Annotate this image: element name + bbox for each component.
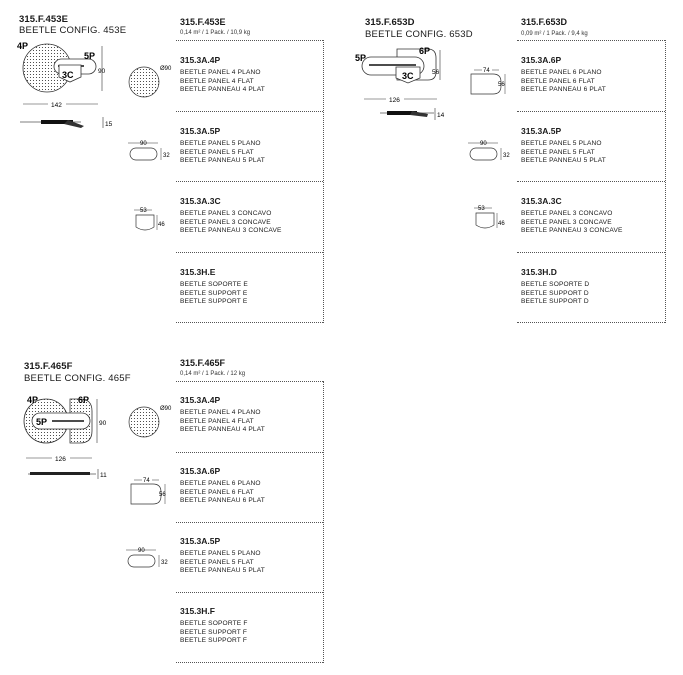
width-dim: 126 [55,456,66,463]
dim-label: 90 [138,548,145,554]
dim-label: 32 [163,153,170,159]
panel-4p-icon [124,402,178,442]
dim-label: 74 [483,68,490,74]
item-desc: BEETLE PANEL 5 PLANO BEETLE PANEL 5 FLAT BEETLE PANNEAU 5 PLAT [180,140,265,165]
divider [517,252,665,253]
divider [517,181,665,182]
item-desc: BEETLE PANEL 5 PLANO BEETLE PANEL 5 FLAT BEETLE PANNEAU 5 PLAT [521,140,606,165]
item-code: 315.3A.5P [180,126,221,136]
panel-5p-icon [464,137,518,169]
dim-label: 46 [158,222,165,228]
item-code: 315.3A.4P [180,55,221,65]
config-name: BEETLE CONFIG. 453E [19,25,127,36]
divider [176,40,323,41]
item-code: 315.3A.4P [180,395,221,405]
width-dim: 142 [51,102,62,109]
config-name: BEETLE CONFIG. 653D [365,29,473,40]
dim-label: 46 [498,221,505,227]
height-dim: 56 [432,69,440,76]
divider [176,252,323,253]
item-desc: BEETLE PANEL 3 CONCAVO BEETLE PANEL 3 CONCAVE BEETLE PANNEAU 3 CONCAVE [180,210,282,235]
divider [665,40,666,323]
divider [176,322,323,323]
item-desc: BEETLE PANEL 5 PLANO BEETLE PANEL 5 FLAT BEETLE PANNEAU 5 PLAT [180,550,265,575]
dim-label: 74 [143,478,150,484]
height-dim: 90 [98,68,106,75]
config-code: 315.F.465F [24,361,73,372]
diagram-label: 4P [17,41,29,51]
item-code: 315.3H.D [521,267,557,277]
panel-4p-icon [124,62,178,102]
dim-label: 32 [503,153,510,159]
diagram-label: 3C [62,70,74,80]
diagram-label: 3C [402,71,414,81]
divider [176,452,323,453]
panel-5p-icon [124,137,178,169]
panel-3c-icon [470,204,518,234]
config-453e-diagram [14,40,126,135]
diagram-label: 6P [419,46,431,56]
depth-dim: 15 [105,121,113,128]
config-name: BEETLE CONFIG. 465F [24,373,131,384]
dim-label: 32 [161,560,168,566]
divider [517,40,665,41]
divider [176,181,323,182]
panel-6p-icon [466,64,518,100]
panel-3c-icon [128,206,178,236]
header-sub: 0,09 m² / 1 Pack. / 9,4 kg [521,31,588,37]
header-code: 315.F.453E [180,17,226,27]
divider [176,522,323,523]
divider [176,592,323,593]
item-desc: BEETLE PANEL 6 PLANO BEETLE PANEL 6 FLAT BEETLE PANNEAU 6 PLAT [180,480,265,505]
item-code: 315.3A.3C [521,196,562,206]
divider [176,662,323,663]
item-desc: BEETLE PANEL 6 PLANO BEETLE PANEL 6 FLAT BEETLE PANNEAU 6 PLAT [521,69,606,94]
depth-dim: 11 [100,472,107,479]
divider [517,111,665,112]
divider [517,322,665,323]
divider [176,381,323,382]
config-code: 315.F.453E [19,14,69,25]
dim-label: 56 [498,82,505,88]
item-code: 315.3A.5P [180,536,221,546]
item-desc: BEETLE SOPORTE E BEETLE SUPPORT E BEETLE SUPPORT E [180,281,248,306]
diagram-label: 4P [27,395,39,405]
dim-label: 53 [140,208,147,214]
item-desc: BEETLE SOPORTE D BEETLE SUPPORT D BEETLE SUPPORT D [521,281,590,306]
item-code: 315.3A.6P [180,466,221,476]
header-sub: 0,14 m² / 1 Pack. / 10,9 kg [180,30,251,36]
panel-5p-icon [122,544,178,576]
header-sub: 0,14 m² / 1 Pack. / 12 kg [180,371,246,377]
divider [176,111,323,112]
diagram-label: 5P [36,417,48,427]
item-code: 315.3A.6P [521,55,562,65]
diagram-label: 5P [355,53,367,63]
dim-label: 56 [159,492,166,498]
width-dim: 126 [389,97,400,104]
divider [323,381,324,663]
item-desc: BEETLE PANEL 4 PLANO BEETLE PANEL 4 FLAT BEETLE PANNEAU 4 PLAT [180,409,265,434]
diagram-label: 6P [78,395,90,405]
diagram-label: 5P [84,51,96,61]
dim-label: 90 [140,141,147,147]
header-code: 315.F.465F [180,358,226,368]
config-code: 315.F.653D [365,17,415,28]
dim-label: Ø90 [160,406,172,412]
panel-6p-icon [126,474,178,510]
dim-label: 53 [478,206,485,212]
height-dim: 90 [99,420,107,427]
item-code: 315.3A.3C [180,196,221,206]
dim-label: Ø90 [160,66,172,72]
dim-label: 90 [480,141,487,147]
item-desc: BEETLE PANEL 4 PLANO BEETLE PANEL 4 FLAT BEETLE PANNEAU 4 PLAT [180,69,265,94]
config-653d-diagram [352,44,462,124]
item-desc: BEETLE PANEL 3 CONCAVO BEETLE PANEL 3 CONCAVE BEETLE PANNEAU 3 CONCAVE [521,210,623,235]
item-desc: BEETLE SOPORTE F BEETLE SUPPORT F BEETLE SUPPORT F [180,620,248,645]
divider [323,40,324,323]
item-code: 315.3H.F [180,606,215,616]
item-code: 315.3H.E [180,267,216,277]
depth-dim: 14 [437,112,445,119]
config-465f-diagram [22,392,122,482]
header-code: 315.F.653D [521,17,568,27]
item-code: 315.3A.5P [521,126,562,136]
